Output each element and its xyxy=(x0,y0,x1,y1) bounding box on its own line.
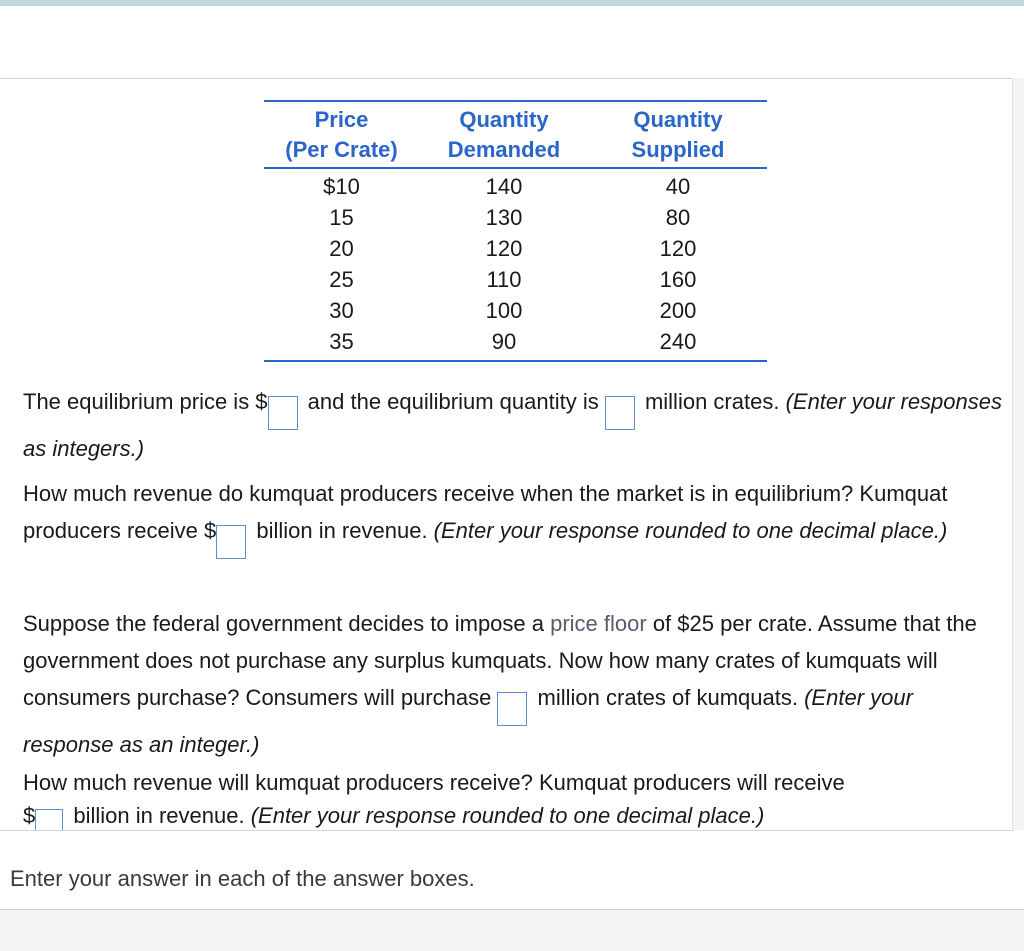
instruction-hint: (Enter your response rounded to one decimal place.) xyxy=(433,518,948,543)
instruction-hint: (Enter your responses as integers.) xyxy=(23,389,1002,461)
question-text: How much revenue will kumquat producers receive? Kumquat producers will receive xyxy=(23,770,845,795)
question-text: The equilibrium price is $ xyxy=(23,389,268,414)
question-equilibrium-revenue xyxy=(23,475,1008,559)
supply-demand-table xyxy=(264,100,767,362)
question-price-floor-revenue xyxy=(23,764,1008,830)
header-line: Price xyxy=(314,107,369,132)
table-row xyxy=(264,233,767,264)
price-floor-quantity-input[interactable] xyxy=(497,692,527,726)
table-row xyxy=(264,202,767,233)
table-row xyxy=(264,264,767,295)
supplied-cell: 200 xyxy=(659,298,697,323)
dollar-sign: $ xyxy=(23,803,36,828)
supplied-cell: 40 xyxy=(665,174,691,199)
supplied-cell: 120 xyxy=(659,236,697,261)
question-equilibrium xyxy=(23,383,1008,467)
demanded-cell: 120 xyxy=(485,236,523,261)
price-cell: 15 xyxy=(329,205,354,230)
question-text: billion in revenue. xyxy=(67,803,251,828)
supplied-cell: 240 xyxy=(589,326,767,361)
supplied-cell: 160 xyxy=(659,267,697,292)
demanded-cell: 110 xyxy=(486,267,522,292)
demanded-cell: 140 xyxy=(485,174,523,199)
scrollbar-track[interactable] xyxy=(1012,78,1024,830)
header-quantity-supplied xyxy=(589,101,767,168)
content-bottom-divider xyxy=(0,830,1014,831)
header-quantity-demanded xyxy=(419,101,589,168)
table-row xyxy=(264,295,767,326)
price-cell: $10 xyxy=(323,174,360,199)
instruction-hint: (Enter your response rounded to one decimal place.) xyxy=(250,803,765,828)
price-cell: 30 xyxy=(329,298,354,323)
top-divider xyxy=(0,78,1014,79)
question-price-floor-quantity xyxy=(23,605,1008,763)
supplied-cell: 80 xyxy=(665,205,691,230)
price-cell: 20 xyxy=(329,236,354,261)
price-cell: 25 xyxy=(329,267,354,292)
price-cell: 35 xyxy=(264,326,419,361)
table-row xyxy=(264,168,767,202)
top-accent-bar xyxy=(0,0,1024,6)
header-line: Demanded xyxy=(447,137,561,162)
demanded-cell: 90 xyxy=(419,326,589,361)
question-text: Suppose the federal government decides to impose a xyxy=(23,611,551,636)
header-line: (Per Crate) xyxy=(285,137,398,162)
header-line: Quantity xyxy=(459,107,549,132)
supply-demand-table-wrapper xyxy=(264,100,767,362)
footer-instruction: Enter your answer in each of the answer boxes. xyxy=(10,866,475,891)
question-text: of $25 per crate. Assume that the government does not purchase any surplus kumquats. Now how many crates of kumquats will consumers purchase? Consumers will purchase xyxy=(23,611,977,710)
header-price xyxy=(264,101,419,168)
question-text: million crates. xyxy=(638,389,786,414)
equilibrium-revenue-input[interactable] xyxy=(216,525,246,559)
demanded-cell: 130 xyxy=(485,205,523,230)
table-row xyxy=(264,326,767,361)
equilibrium-quantity-input[interactable] xyxy=(605,396,635,430)
table-header-row xyxy=(264,101,767,168)
header-line: Supplied xyxy=(631,137,725,162)
question-text: How much revenue do kumquat producers receive when the market is in equilibrium? Kumquat producers receive $ xyxy=(23,481,948,543)
instruction-hint: (Enter your response as an integer.) xyxy=(23,685,913,757)
question-text: billion in revenue. xyxy=(250,518,434,543)
question-line-tail xyxy=(23,803,764,828)
equilibrium-price-input[interactable] xyxy=(268,396,298,430)
price-floor-revenue-input[interactable] xyxy=(35,809,63,831)
question-text: and the equilibrium quantity is xyxy=(301,389,605,414)
demanded-cell: 100 xyxy=(485,298,523,323)
header-line: Quantity xyxy=(633,107,723,132)
price-floor-glossary-link[interactable]: price floor xyxy=(550,611,647,636)
footer-toolbar xyxy=(0,910,1024,951)
question-text: million crates of kumquats. xyxy=(531,685,805,710)
